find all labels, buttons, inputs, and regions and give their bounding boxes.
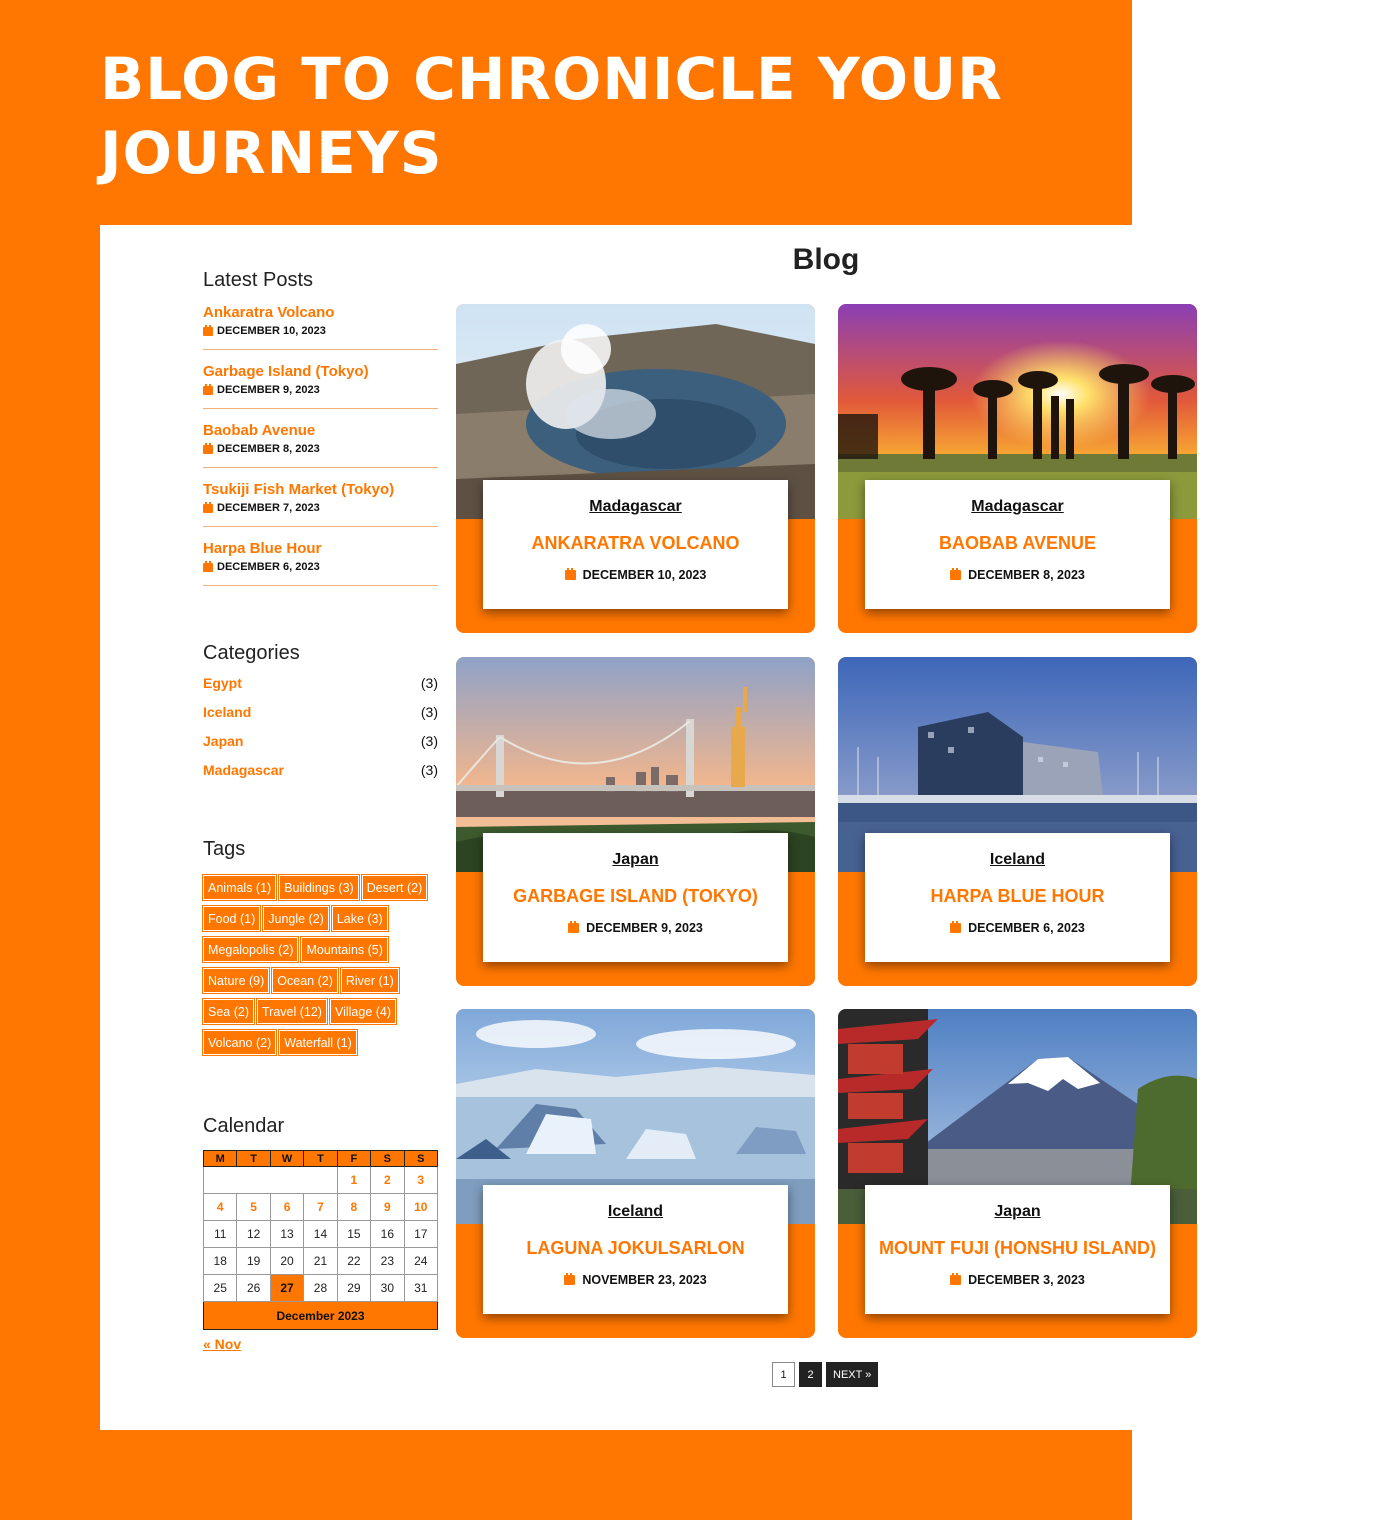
- category-count: (3): [420, 675, 438, 691]
- post-date: [483, 568, 788, 582]
- calendar-day: 17: [404, 1221, 437, 1248]
- calendar-icon: [203, 563, 213, 572]
- calendar-day: 30: [371, 1275, 404, 1302]
- latest-post-link[interactable]: Tsukiji Fish Market (Tokyo): [203, 481, 395, 498]
- calendar-day-link[interactable]: 10: [404, 1194, 437, 1221]
- post-date-text: DECEMBER 7, 2023: [217, 502, 320, 514]
- tag-cloud: [203, 875, 438, 1061]
- post-date-text: DECEMBER 8, 2023: [217, 443, 320, 455]
- hero-title: BLOG TO CHRONICLE YOUR JOURNEYS: [100, 45, 1003, 187]
- tag-link[interactable]: Waterfall (1): [279, 1030, 357, 1055]
- calendar-icon: [950, 923, 961, 933]
- post-category-link[interactable]: Japan: [612, 851, 659, 868]
- post-date-text: NOVEMBER 23, 2023: [582, 1273, 707, 1287]
- post-date-text: DECEMBER 3, 2023: [968, 1273, 1085, 1287]
- post-card[interactable]: [456, 657, 815, 986]
- calendar-day: 29: [337, 1275, 370, 1302]
- post-date: [865, 1273, 1170, 1287]
- post-category-link[interactable]: Madagascar: [589, 498, 682, 515]
- post-date-text: DECEMBER 8, 2023: [968, 568, 1085, 582]
- post-card-info: [865, 1185, 1170, 1314]
- calendar-day: 20: [270, 1248, 303, 1275]
- calendar-icon: [203, 327, 213, 336]
- tag-link[interactable]: Animals (1): [203, 875, 276, 900]
- latest-post: [203, 363, 438, 409]
- post-category-link[interactable]: Japan: [994, 1203, 1041, 1220]
- calendar-icon: [565, 570, 576, 580]
- calendar-day-link[interactable]: 9: [371, 1194, 404, 1221]
- calendar-icon: [568, 923, 579, 933]
- post-card-info: [865, 833, 1170, 962]
- calendar-day-link[interactable]: 7: [304, 1194, 337, 1221]
- calendar-day-link[interactable]: 6: [270, 1194, 303, 1221]
- category-link[interactable]: Madagascar: [203, 762, 284, 778]
- tag-link[interactable]: Ocean (2): [272, 968, 338, 993]
- calendar-day-link[interactable]: 2: [371, 1167, 404, 1194]
- post-date: [483, 1273, 788, 1287]
- latest-post-link[interactable]: Garbage Island (Tokyo): [203, 363, 369, 380]
- post-card[interactable]: [838, 1009, 1197, 1338]
- calendar-day: 24: [404, 1248, 437, 1275]
- latest-post: [203, 304, 438, 350]
- latest-post-link[interactable]: Harpa Blue Hour: [203, 540, 322, 557]
- category-count: (3): [420, 733, 438, 749]
- weekday-header: S: [404, 1151, 437, 1167]
- post-title-link[interactable]: HARPA BLUE HOUR: [930, 886, 1105, 906]
- post-date: [865, 921, 1170, 935]
- post-date: [203, 384, 438, 396]
- tag-link[interactable]: River (1): [341, 968, 399, 993]
- post-card-info: [483, 480, 788, 609]
- post-category-link[interactable]: Madagascar: [971, 498, 1064, 515]
- post-card[interactable]: [456, 1009, 815, 1338]
- post-card[interactable]: [838, 657, 1197, 986]
- categories-list: [203, 675, 438, 791]
- post-title-link[interactable]: GARBAGE ISLAND (TOKYO): [513, 886, 758, 906]
- post-title-link[interactable]: BAOBAB AVENUE: [938, 533, 1096, 553]
- calendar-table: [203, 1150, 438, 1330]
- post-date-text: DECEMBER 6, 2023: [217, 561, 320, 573]
- tag-link[interactable]: Megalopolis (2): [203, 937, 298, 962]
- calendar-prev-link[interactable]: « Nov: [203, 1336, 242, 1352]
- blog-heading: Blog: [792, 243, 860, 276]
- post-date-text: DECEMBER 9, 2023: [586, 921, 703, 935]
- post-title-link[interactable]: ANKARATRA VOLCANO: [531, 533, 740, 553]
- categories-title: Categories: [203, 642, 300, 664]
- calendar-day-link[interactable]: 1: [337, 1167, 370, 1194]
- calendar-day: 18: [204, 1248, 237, 1275]
- latest-post-link[interactable]: Baobab Avenue: [203, 422, 316, 439]
- post-card[interactable]: [456, 304, 815, 633]
- tag-link[interactable]: Jungle (2): [263, 906, 329, 931]
- post-date: [203, 443, 438, 455]
- tags-title: Tags: [203, 838, 246, 860]
- weekday-header: S: [371, 1151, 404, 1167]
- post-title-link[interactable]: LAGUNA JOKULSARLON: [526, 1238, 745, 1258]
- calendar-day-link[interactable]: 3: [404, 1167, 437, 1194]
- calendar-day: 23: [371, 1248, 404, 1275]
- weekday-header: T: [304, 1151, 337, 1167]
- calendar-day: 14: [304, 1221, 337, 1248]
- post-date: [203, 561, 438, 573]
- category-item: [203, 733, 438, 762]
- tag-link[interactable]: Mountains (5): [301, 937, 387, 962]
- calendar-title: Calendar: [203, 1115, 285, 1137]
- latest-post-link[interactable]: Ankaratra Volcano: [203, 304, 335, 321]
- calendar-day: 25: [204, 1275, 237, 1302]
- calendar-icon: [203, 445, 213, 454]
- calendar-day: 21: [304, 1248, 337, 1275]
- post-date-text: DECEMBER 10, 2023: [217, 325, 326, 337]
- tag-link[interactable]: Village (4): [330, 999, 396, 1024]
- tag-link[interactable]: Lake (3): [332, 906, 388, 931]
- weekday-header: F: [337, 1151, 370, 1167]
- calendar-day: 15: [337, 1221, 370, 1248]
- calendar-day-link[interactable]: 8: [337, 1194, 370, 1221]
- calendar-pad: [204, 1167, 338, 1194]
- category-link[interactable]: Egypt: [203, 675, 242, 691]
- post-card-info: [865, 480, 1170, 609]
- calendar-day: 22: [337, 1248, 370, 1275]
- tag-link[interactable]: Travel (12): [257, 999, 327, 1024]
- calendar-icon: [950, 570, 961, 580]
- weekday-header: W: [270, 1151, 303, 1167]
- post-category-link[interactable]: Iceland: [607, 1203, 664, 1220]
- post-date: [865, 568, 1170, 582]
- latest-post: [203, 540, 438, 586]
- calendar-day: 28: [304, 1275, 337, 1302]
- calendar-day: 31: [404, 1275, 437, 1302]
- tag-link[interactable]: Nature (9): [203, 968, 269, 993]
- tag-link[interactable]: Volcano (2): [203, 1030, 276, 1055]
- calendar-icon: [203, 386, 213, 395]
- calendar-today: 27: [270, 1275, 303, 1302]
- calendar-icon: [203, 504, 213, 513]
- calendar-day: 19: [237, 1248, 270, 1275]
- post-date: [203, 502, 438, 514]
- next-page-link[interactable]: NEXT »: [826, 1362, 878, 1387]
- category-item: [203, 704, 438, 733]
- sidebar: [203, 269, 438, 1352]
- calendar-day: 12: [237, 1221, 270, 1248]
- category-link[interactable]: Japan: [203, 733, 244, 749]
- weekday-header: M: [204, 1151, 237, 1167]
- tag-link[interactable]: Food (1): [203, 906, 260, 931]
- post-date-text: DECEMBER 10, 2023: [582, 568, 707, 582]
- latest-post: [203, 422, 438, 468]
- category-link[interactable]: Iceland: [203, 704, 252, 720]
- post-date-text: DECEMBER 6, 2023: [968, 921, 1085, 935]
- category-item: [203, 762, 438, 791]
- calendar-day: 16: [371, 1221, 404, 1248]
- page-2-link[interactable]: 2: [799, 1362, 822, 1387]
- tag-link[interactable]: Buildings (3): [279, 875, 358, 900]
- tag-link[interactable]: Sea (2): [203, 999, 254, 1024]
- post-card[interactable]: [838, 304, 1197, 633]
- calendar-icon: [564, 1275, 575, 1285]
- latest-posts-list: [203, 304, 438, 586]
- blog-panel: [100, 225, 1400, 1430]
- calendar-icon: [950, 1275, 961, 1285]
- page-1-current: 1: [772, 1362, 795, 1387]
- post-date-text: DECEMBER 9, 2023: [217, 384, 320, 396]
- post-category-link[interactable]: Iceland: [989, 851, 1046, 868]
- calendar-caption: December 2023: [204, 1302, 438, 1330]
- post-date: [483, 921, 788, 935]
- post-card-info: [483, 1185, 788, 1314]
- calendar-day-link[interactable]: 5: [237, 1194, 270, 1221]
- category-count: (3): [420, 704, 438, 720]
- pagination: [772, 1362, 878, 1387]
- calendar-day: 11: [204, 1221, 237, 1248]
- calendar-day-link[interactable]: 4: [204, 1194, 237, 1221]
- latest-posts-title: Latest Posts: [203, 269, 314, 291]
- latest-post: [203, 481, 438, 527]
- weekday-header: T: [237, 1151, 270, 1167]
- calendar-day: 26: [237, 1275, 270, 1302]
- post-title-link[interactable]: MOUNT FUJI (HONSHU ISLAND): [879, 1238, 1156, 1258]
- calendar-day: 13: [270, 1221, 303, 1248]
- post-date: [203, 325, 438, 337]
- category-item: [203, 675, 438, 704]
- tag-link[interactable]: Desert (2): [362, 875, 428, 900]
- post-card-info: [483, 833, 788, 962]
- category-count: (3): [420, 762, 438, 778]
